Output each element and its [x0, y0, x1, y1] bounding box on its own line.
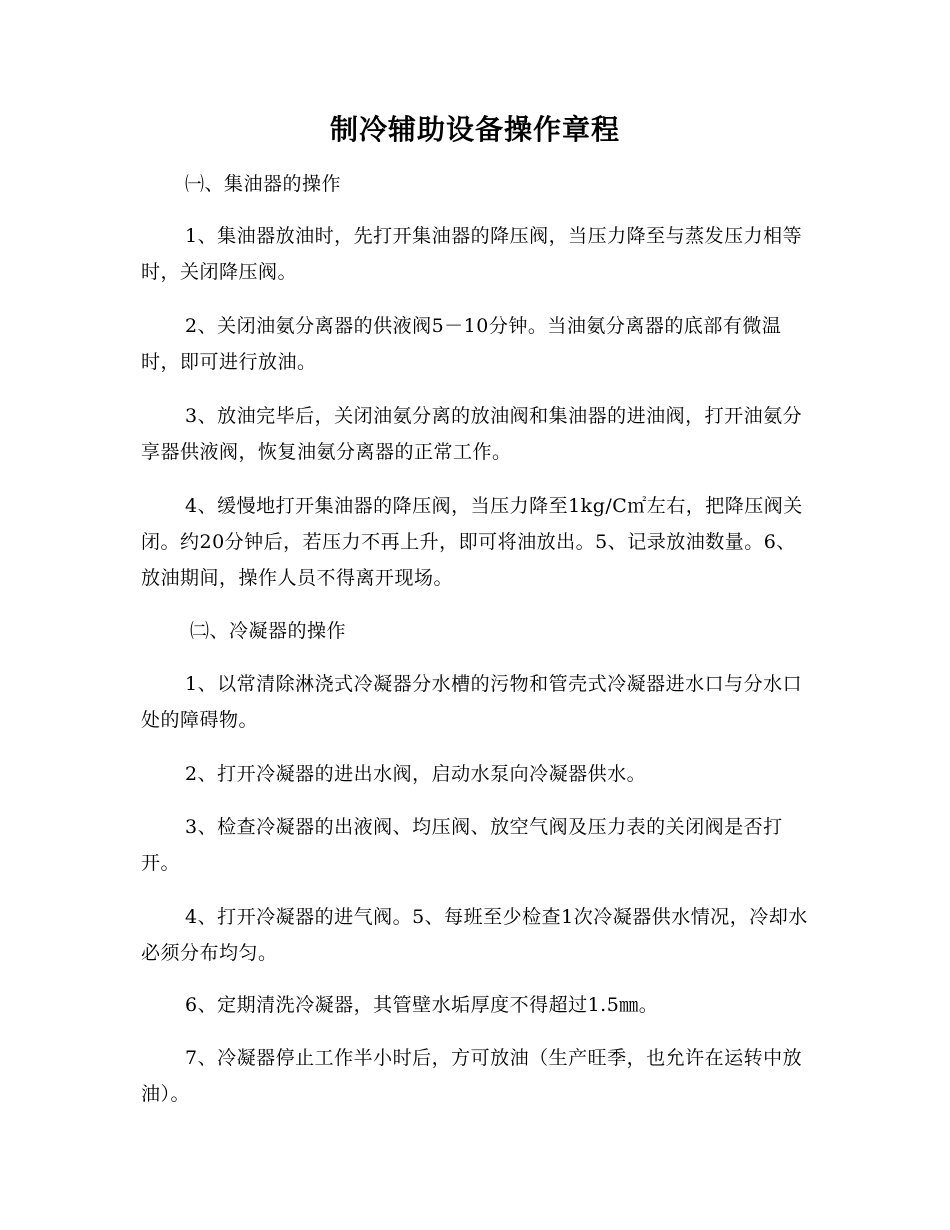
paragraph-oil-4: 4、缓慢地打开集油器的降压阀，当压力降至1kg/C㎡左右，把降压阀关闭。约20分钟后，若压力不再上升，即可将油放出。5、记录放油数量。6、放油期间，操作人员不得离开现场。: [141, 495, 803, 589]
paragraph-condenser-3: 3、检查冷凝器的出液阀、均压阀、放空气阀及压力表的关闭阀是否打开。: [141, 816, 783, 874]
document-title: 制冷辅助设备操作章程: [329, 113, 620, 146]
section-heading-condenser: ㈡、冷凝器的操作: [190, 620, 347, 642]
paragraph-condenser-1: 1、以常清除淋浇式冷凝器分水槽的污物和管壳式冷凝器进水口与分水口处的障碍物。: [141, 673, 803, 731]
paragraph-oil-2: 2、关闭油氨分离器的供液阀5－10分钟。当油氨分离器的底部有微温时，即可进行放油。: [141, 315, 782, 373]
section-heading-oil-collector: ㈠、集油器的操作: [185, 173, 342, 195]
paragraph-oil-1: 1、集油器放油时，先打开集油器的降压阀，当压力降至与蒸发压力相等时，关闭降压阀。: [141, 225, 803, 283]
paragraph-condenser-6: 7、冷凝器停止工作半小时后，方可放油（生产旺季，也允许在运转中放油）。: [141, 1047, 803, 1105]
paragraph-condenser-5: 6、定期清洗冷凝器，其管壁水垢厚度不得超过1.5㎜。: [185, 994, 659, 1016]
paragraph-condenser-4: 4、打开冷凝器的进气阀。5、每班至少检查1次冷凝器供水情况，冷却水必须分布均匀。: [141, 906, 808, 964]
paragraph-condenser-2: 2、打开冷凝器的进出水阀，启动水泵向冷凝器供水。: [185, 763, 647, 785]
paragraph-oil-3: 3、放油完毕后，关闭油氨分离的放油阀和集油器的进油阀，打开油氨分享器供液阀，恢复油氨分离器的正常工作。: [141, 405, 803, 463]
